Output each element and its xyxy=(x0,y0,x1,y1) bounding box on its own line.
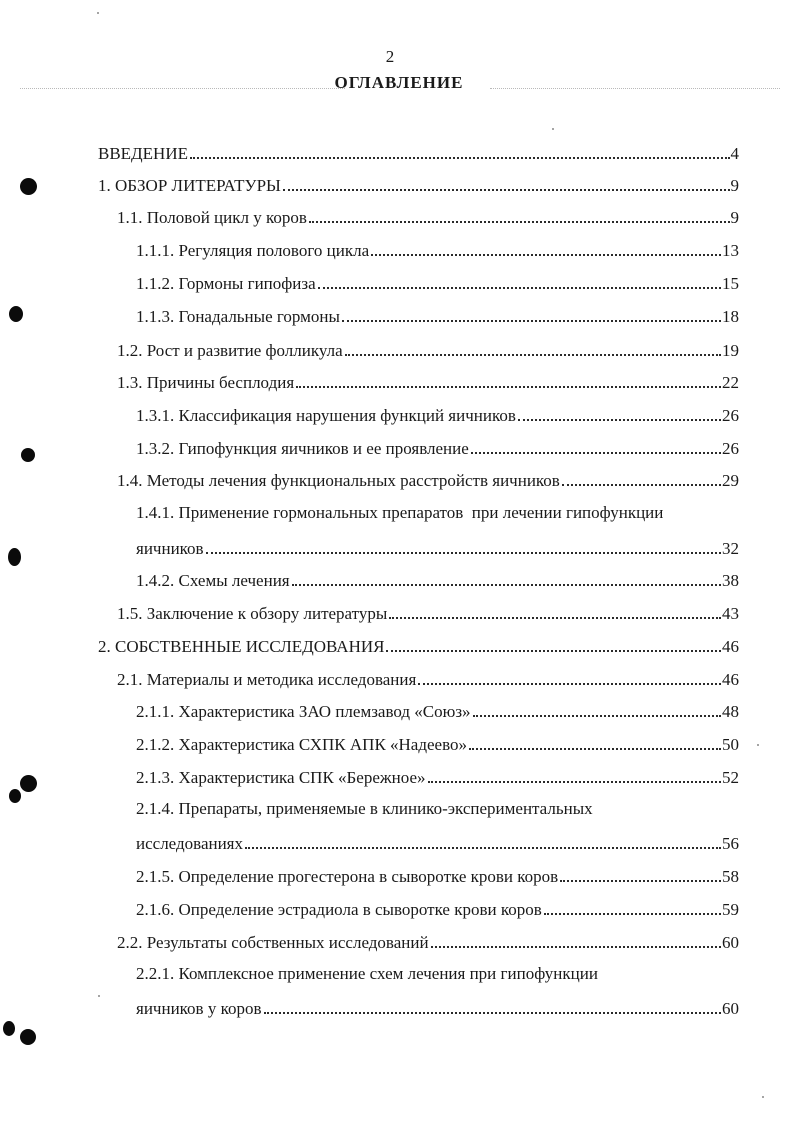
dot-leader xyxy=(345,354,721,356)
toc-entry-1-1-1[interactable] xyxy=(136,238,739,262)
toc-entry-1-4-1[interactable] xyxy=(136,536,739,560)
toc-entry-1-5[interactable] xyxy=(117,601,739,625)
scan-speck xyxy=(552,128,554,130)
toc-entry-intro[interactable] xyxy=(98,141,739,165)
dot-leader xyxy=(206,552,721,554)
toc-entry-title: 2.2.1. Комплексное применение схем лечения при гипофункции xyxy=(136,964,598,983)
toc-entry-page: 15 xyxy=(722,274,739,293)
toc-entry-1-1-2[interactable] xyxy=(136,271,739,295)
punch-hole-mark xyxy=(20,178,37,195)
toc-entry-title: 1.1.1. Регуляция полового цикла xyxy=(136,241,370,260)
toc-entry-title: 2.1.5. Определение прогестерона в сыворотке крови коров xyxy=(136,867,559,886)
toc-entry-title: 2.1.4. Препараты, применяемые в клинико-экспериментальных xyxy=(136,799,593,818)
toc-entry-1-4-2[interactable] xyxy=(136,568,739,592)
toc-entry-title-cont: яичников у коров xyxy=(136,999,262,1018)
dot-leader xyxy=(342,320,721,322)
toc-entry-title: 1.5. Заключение к обзору литературы xyxy=(117,604,388,623)
toc-entry-title: ВВЕДЕНИЕ xyxy=(98,144,188,163)
toc-entry-page: 18 xyxy=(722,307,739,326)
toc-entry-2-1[interactable] xyxy=(117,667,739,691)
toc-entry-title: 2. СОБСТВЕННЫЕ ИССЛЕДОВАНИЯ xyxy=(98,637,385,656)
punch-hole-mark xyxy=(21,448,35,462)
toc-entry-title: 1.1.2. Гормоны гипофиза xyxy=(136,274,316,293)
toc-entry-page: 29 xyxy=(722,471,739,490)
toc-entry-page: 4 xyxy=(730,144,739,163)
dot-leader xyxy=(418,683,721,685)
scan-speck xyxy=(98,995,100,997)
punch-hole-mark xyxy=(9,789,21,803)
dot-leader xyxy=(283,189,730,191)
toc-entry-page: 13 xyxy=(722,241,739,260)
toc-entry-title-cont: яичников xyxy=(136,539,204,558)
toc-entry-page: 26 xyxy=(722,439,739,458)
dot-leader xyxy=(296,386,721,388)
toc-entry-title: 1. ОБЗОР ЛИТЕРАТУРЫ xyxy=(98,176,281,195)
toc-entry-title: 2.2. Результаты собственных исследований xyxy=(117,933,429,952)
toc-entry-page: 32 xyxy=(722,539,739,558)
toc-entry-page: 56 xyxy=(722,834,739,853)
toc-entry-2-2[interactable] xyxy=(117,930,739,954)
dot-leader xyxy=(389,617,721,619)
toc-entry-2-1-1[interactable] xyxy=(136,699,739,723)
toc-entry-title: 1.4. Методы лечения функциональных расстройств яичников xyxy=(117,471,560,490)
dot-leader xyxy=(518,419,721,421)
toc-entry-title: 1.2. Рост и развитие фолликула xyxy=(117,341,343,360)
toc-entry-1-4-1-line1[interactable] xyxy=(136,502,739,526)
toc-entry-page: 22 xyxy=(722,373,739,392)
toc-entry-title: 1.4.1. Применение гормональных препаратов при лечении гипофункции xyxy=(136,503,664,522)
scan-speck xyxy=(757,744,759,746)
toc-title: ОГЛАВЛЕНИЕ xyxy=(334,73,464,92)
toc-entry-page: 50 xyxy=(722,735,739,754)
scan-speck xyxy=(97,12,99,14)
toc-entry-page: 58 xyxy=(722,867,739,886)
toc-entry-title: 2.1.6. Определение эстрадиола в сыворотке крови коров xyxy=(136,900,542,919)
punch-hole-mark xyxy=(20,775,37,792)
toc-entry-section-2[interactable] xyxy=(98,634,739,658)
toc-entry-page: 38 xyxy=(722,571,739,590)
toc-entry-title: 2.1.2. Характеристика СХПК АПК «Надеево» xyxy=(136,735,468,754)
punch-hole-mark xyxy=(3,1021,15,1036)
toc-entry-2-1-3[interactable] xyxy=(136,765,739,789)
toc-entry-page: 48 xyxy=(722,702,739,721)
dot-leader xyxy=(386,650,721,652)
dot-leader xyxy=(292,584,721,586)
toc-entry-2-1-5[interactable] xyxy=(136,864,739,888)
toc-entry-1-3[interactable] xyxy=(117,370,739,394)
toc-entry-title: 1.3. Причины бесплодия xyxy=(117,373,295,392)
dot-leader xyxy=(469,748,721,750)
toc-entry-2-1-4[interactable] xyxy=(136,831,739,855)
toc-entry-page: 60 xyxy=(722,933,739,952)
toc-entry-page: 52 xyxy=(722,768,739,787)
toc-entry-page: 26 xyxy=(722,406,739,425)
dot-leader xyxy=(245,847,721,849)
toc-entry-2-1-6[interactable] xyxy=(136,897,739,921)
toc-entry-page: 59 xyxy=(722,900,739,919)
toc-entry-page: 46 xyxy=(722,670,739,689)
toc-entry-1-1-3[interactable] xyxy=(136,304,739,328)
toc-entry-title: 2.1. Материалы и методика исследования xyxy=(117,670,417,689)
dot-leader xyxy=(190,157,730,159)
toc-entry-2-2-1[interactable] xyxy=(136,996,739,1020)
toc-entry-title: 2.1.3. Характеристика СПК «Бережное» xyxy=(136,768,426,787)
toc-entry-2-1-2[interactable] xyxy=(136,732,739,756)
toc-entry-page: 9 xyxy=(730,176,739,195)
punch-hole-mark xyxy=(20,1029,36,1045)
toc-entry-1-2[interactable] xyxy=(117,338,739,362)
toc-entry-1-1[interactable] xyxy=(117,205,739,229)
toc-entry-title-cont: исследованиях xyxy=(136,834,244,853)
toc-entry-section-1[interactable] xyxy=(98,173,739,197)
dot-leader xyxy=(431,946,721,948)
dot-leader xyxy=(309,221,730,223)
toc-entry-title: 1.1. Половой цикл у коров xyxy=(117,208,307,227)
toc-entry-2-1-4-line1[interactable] xyxy=(136,798,739,822)
toc-entry-title: 1.3.1. Классификация нарушения функций яичников xyxy=(136,406,516,425)
toc-entry-page: 60 xyxy=(722,999,739,1018)
toc-entry-1-3-1[interactable] xyxy=(136,403,739,427)
dot-leader xyxy=(560,880,721,882)
dot-leader xyxy=(473,715,721,717)
toc-entry-title: 1.4.2. Схемы лечения xyxy=(136,571,290,590)
toc-entry-page: 46 xyxy=(722,637,739,656)
toc-entry-title: 1.1.3. Гонадальные гормоны xyxy=(136,307,340,326)
dot-leader xyxy=(264,1012,721,1014)
toc-entry-page: 43 xyxy=(722,604,739,623)
toc-entry-title: 1.3.2. Гипофункция яичников и ее проявление xyxy=(136,439,469,458)
toc-entry-page: 9 xyxy=(730,208,739,227)
dot-leader xyxy=(544,913,721,915)
toc-entry-title: 2.1.1. Характеристика ЗАО племзавод «Союз» xyxy=(136,702,471,721)
dot-leader xyxy=(428,781,722,783)
punch-hole-mark xyxy=(8,548,21,566)
page-number: 2 xyxy=(385,47,395,66)
punch-hole-mark xyxy=(9,306,23,322)
scan-speck xyxy=(762,1096,764,1098)
toc-entry-2-2-1-line1[interactable] xyxy=(136,963,739,987)
dot-leader xyxy=(471,452,721,454)
toc-entry-1-3-2[interactable] xyxy=(136,436,739,460)
dot-leader xyxy=(318,287,721,289)
toc-entry-page: 19 xyxy=(722,341,739,360)
dot-leader xyxy=(371,254,721,256)
dot-leader xyxy=(562,484,721,486)
toc-entry-1-4[interactable] xyxy=(117,468,739,492)
